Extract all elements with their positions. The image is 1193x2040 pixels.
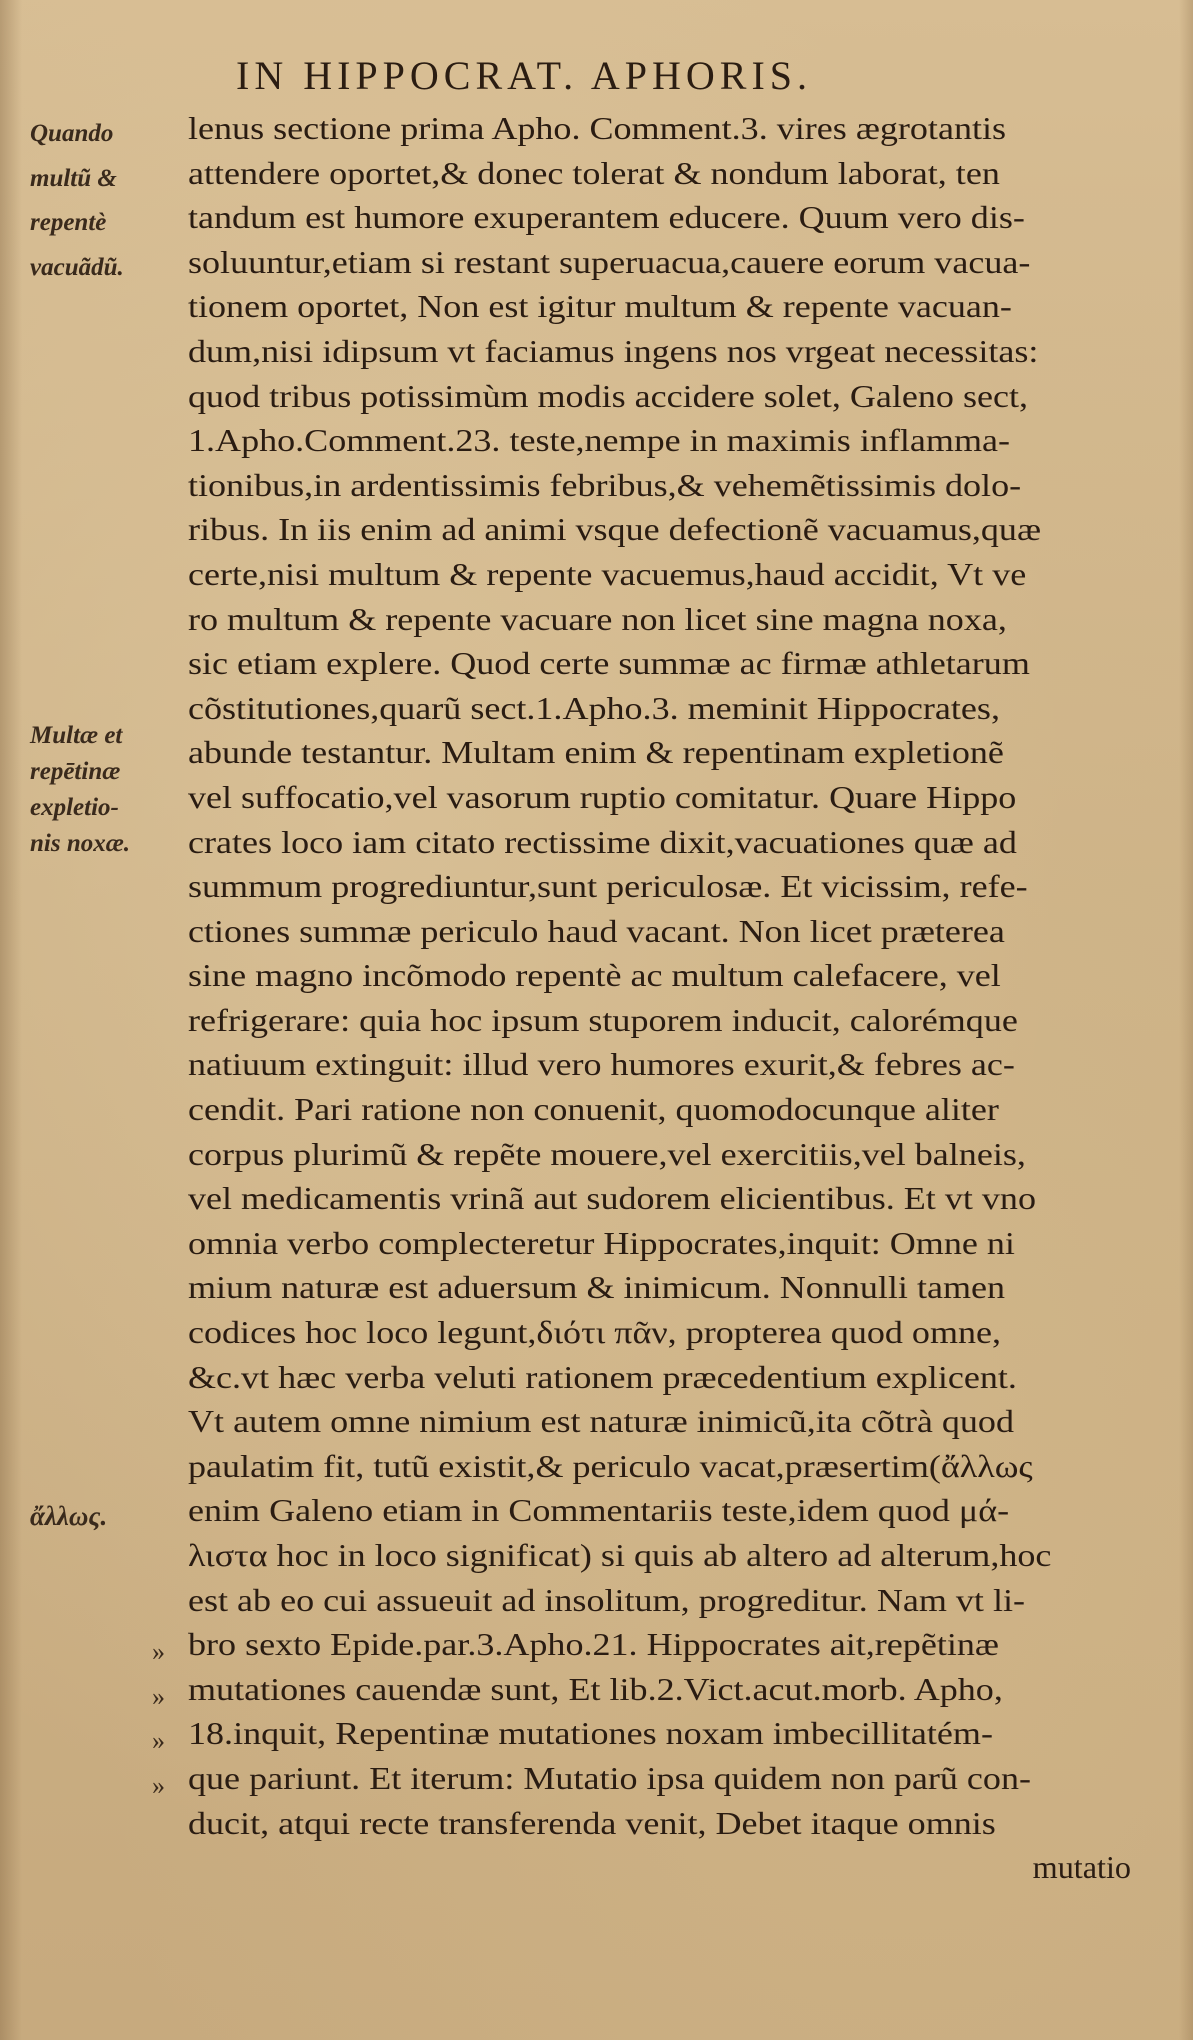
text-line-content: paulatim fit, tutũ existit,& periculo vacat,præsertim(ἄλλως — [188, 1447, 1033, 1484]
text-line — [188, 597, 1143, 642]
text-line-content: soluuntur,etiam si restant superuacua,cauere eorum vacua- — [188, 243, 1031, 280]
page-right-edge-shadow — [1179, 0, 1193, 2040]
margin-note-line: Multæ et — [30, 722, 123, 749]
text-line — [188, 953, 1143, 998]
text-line-content: bro sexto Epide.par.3.Apho.21. Hippocrates ait,repẽtinæ — [188, 1626, 999, 1663]
text-line — [188, 1578, 1143, 1623]
text-line — [188, 1444, 1143, 1489]
text-line — [188, 463, 1143, 508]
text-line-content: ducit, atqui recte transferenda venit, Debet itaque omnis — [188, 1804, 996, 1841]
text-line — [188, 106, 1143, 151]
text-line-content: omnia verbo complecteretur Hippocrates,inquit: Omne ni — [188, 1224, 1015, 1261]
margin-note-line: nis noxæ. — [30, 830, 131, 857]
text-line-content: crates loco iam citato rectissime dixit,vacuationes quæ ad — [188, 823, 1017, 860]
margin-note-line: expletio- — [30, 794, 119, 821]
text-line-content: tionibus,in ardentissimis febribus,& vehemẽtissimis dolo- — [188, 466, 1022, 503]
page-left-edge-shadow — [0, 0, 22, 2040]
text-line — [188, 641, 1143, 686]
margin-note-line: repentè — [30, 209, 107, 237]
text-line-content: refrigerare: quia hoc ipsum stuporem inducit, calorémque — [188, 1001, 1018, 1038]
margin-note-line: ἄλλως. — [30, 1501, 108, 1531]
text-line — [188, 1132, 1143, 1177]
text-line — [188, 1667, 1143, 1712]
body-text — [188, 106, 1143, 1890]
margin-note-line: vacuãdũ. — [30, 253, 124, 281]
text-line — [188, 686, 1143, 731]
text-line — [188, 151, 1143, 196]
margin-note-quando — [30, 112, 180, 290]
text-line — [188, 730, 1143, 775]
text-line-content: que pariunt. Et iterum: Mutatio ipsa quidem non parũ con- — [188, 1759, 1031, 1796]
text-line-content: λιστα hoc in loco significat) si quis ab altero ad alterum,hoc — [188, 1537, 1052, 1573]
text-line-content: ro multum & repente vacuare non licet sine magna noxa, — [188, 600, 1007, 637]
text-line: mutatio — [1032, 1849, 1131, 1886]
margin-note-multae — [30, 718, 180, 862]
text-line — [188, 374, 1143, 419]
running-head: IN HIPPOCRAT. APHORIS. — [236, 53, 813, 98]
text-line-content: abunde testantur. Multam enim & repentinam expletionẽ — [188, 734, 1004, 771]
text-line-content: natiuum extinguit: illud vero humores exurit,& febres ac- — [188, 1046, 1015, 1083]
text-line-content: vel medicamentis vrinã aut sudorem elicientibus. Et vt vno — [188, 1180, 1036, 1217]
quotation-mark: » — [152, 1726, 165, 1756]
text-line-content: cõstitutiones,quarũ sect.1.Apho.3. meminit Hippocrates, — [188, 689, 1000, 726]
text-line-content: ribus. In iis enim ad animi vsque defectionẽ vacuamus,quæ — [188, 511, 1041, 548]
text-line — [188, 998, 1143, 1043]
text-line — [188, 284, 1143, 329]
text-line — [188, 1265, 1143, 1310]
text-line — [188, 1399, 1143, 1444]
text-line — [188, 1310, 1143, 1355]
quotation-mark: » — [152, 1770, 165, 1800]
text-line — [188, 1756, 1143, 1801]
text-line — [188, 864, 1143, 909]
text-line-content: Vt autem omne nimium est naturæ inimicũ,ita cõtrà quod — [188, 1403, 1014, 1440]
text-line — [188, 1801, 1143, 1846]
text-line — [188, 1488, 1143, 1533]
text-line-content: summum progrediuntur,sunt periculosæ. Et vicissim, refe- — [188, 868, 1028, 905]
text-line-content: codices hoc loco legunt,διότι πᾶν, propterea quod omne, — [188, 1314, 1002, 1351]
text-line-content: attendere oportet,& donec tolerat & nondum laborat, ten — [188, 154, 1000, 191]
text-line — [188, 1533, 1143, 1578]
margin-note-line: repētinæ — [30, 758, 121, 785]
text-line — [188, 1622, 1143, 1667]
text-line-content: mutationes cauendæ sunt, Et lib.2.Vict.acut.morb. Apho, — [188, 1670, 1003, 1707]
text-line — [188, 1042, 1143, 1087]
text-line — [188, 240, 1143, 285]
text-line — [188, 775, 1143, 820]
text-line — [188, 1176, 1143, 1221]
margin-note-line: Quando — [30, 120, 114, 147]
text-line-content: enim Galeno etiam in Commentariis teste,idem quod μά- — [188, 1492, 1010, 1529]
text-line-content: ctiones summæ periculo haud vacant. Non licet præterea — [188, 912, 1005, 949]
margin-note-line: multũ & — [30, 164, 117, 192]
text-line-content: 1.Apho.Comment.23. teste,nempe in maximis inflamma- — [188, 422, 1011, 459]
text-line-content: est ab eo cui assueuit ad insolitum, progreditur. Nam vt li- — [188, 1581, 1026, 1618]
text-line — [188, 1221, 1143, 1266]
text-line-content: mium naturæ est aduersum & inimicum. Nonnulli tamen — [188, 1269, 1006, 1306]
text-line — [188, 507, 1143, 552]
text-line-content: sine magno incõmodo repentè ac multum calefacere, vel — [188, 957, 1001, 994]
text-line-content: vel suffocatio,vel vasorum ruptio comitatur. Quare Hippo — [188, 778, 1017, 815]
text-line-content: lenus sectione prima Apho. Comment.3. vires ægrotantis — [188, 110, 1007, 146]
text-line-content: 18.inquit, Repentinæ mutationes noxam imbecillitatém- — [188, 1715, 993, 1752]
quotation-mark: » — [152, 1681, 165, 1711]
text-line-content: tandum est humore exuperantem educere. Quum vero dis- — [188, 199, 1025, 236]
text-line-content: quod tribus potissimùm modis accidere solet, Galeno sect, — [188, 377, 1029, 414]
text-line-content: &c.vt hæc verba veluti rationem præcedentium explicent. — [188, 1358, 1017, 1395]
text-line — [188, 820, 1143, 865]
quotation-mark: » — [152, 1637, 165, 1666]
text-line — [188, 552, 1143, 597]
text-line-content: tionem oportet, Non est igitur multum & repente vacuan- — [188, 288, 1012, 325]
text-line — [188, 329, 1143, 374]
text-line — [188, 909, 1143, 954]
text-line-content: dum,nisi idipsum vt faciamus ingens nos vrgeat necessitas: — [188, 332, 1039, 369]
text-line — [188, 195, 1143, 240]
text-line-content: cendit. Pari ratione non conuenit, quomodocunque aliter — [188, 1091, 999, 1128]
text-line — [188, 1087, 1143, 1132]
text-line-content: certe,nisi multum & repente vacuemus,haud accidit, Vt ve — [188, 555, 1027, 592]
quotation-marks-column — [152, 1630, 165, 1808]
margin-note-allos — [30, 1494, 180, 1539]
text-line — [188, 1355, 1143, 1400]
text-line — [188, 1711, 1143, 1756]
text-line — [188, 418, 1143, 463]
text-line-content: sic etiam explere. Quod certe summæ ac firmæ athletarum — [188, 645, 1030, 682]
text-line-content: corpus plurimũ & repẽte mouere,vel exercitiis,vel balneis, — [188, 1135, 1026, 1172]
